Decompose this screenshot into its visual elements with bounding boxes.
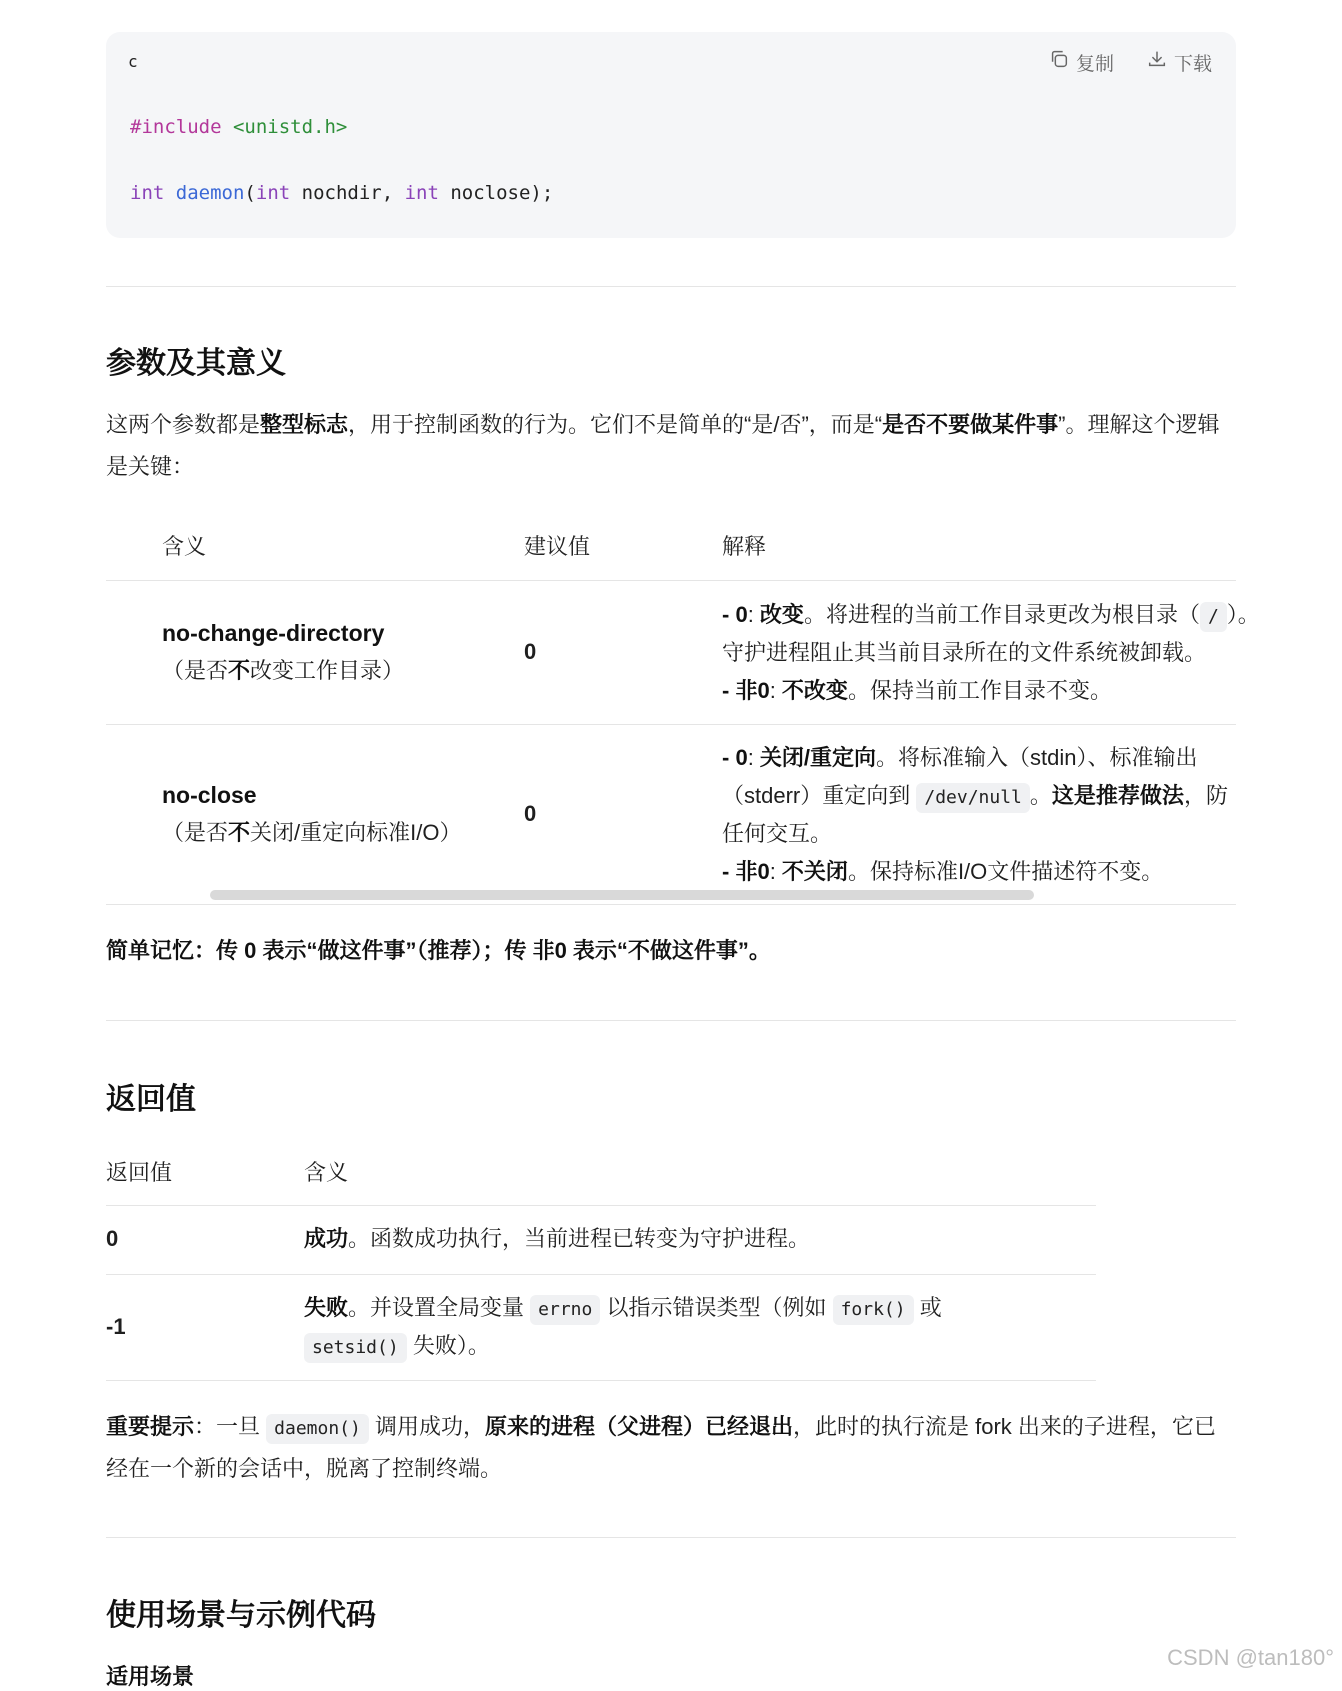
divider <box>106 286 1236 287</box>
sub-heading-usage: 适用场景 <box>106 1664 195 1689</box>
text: （是否 <box>162 658 229 683</box>
return-value: -1 <box>106 1314 126 1339</box>
bold-text: 不 <box>228 820 251 845</box>
code-arg: nochdir, <box>290 182 405 204</box>
param-explain-cell <box>722 596 1260 710</box>
bold-text: 原来的进程（父进程）已经退出 <box>484 1414 793 1439</box>
text: ，此时的执行流是 fork 出来的子进程，它已经在一个新的会话中，脱离了控制终端。 <box>106 1414 1216 1481</box>
bold-text: 不 <box>228 658 251 683</box>
code-line-prototype <box>130 182 553 204</box>
divider <box>106 1020 1236 1021</box>
code-type: int <box>255 182 291 204</box>
text: 。将标准输入（stdin）、标准输出 <box>876 745 1198 770</box>
bold-text: 失败 <box>304 1295 349 1320</box>
params-memo <box>106 930 1236 972</box>
divider <box>106 1537 1236 1538</box>
explain-line: 守护进程阻止其当前目录所在的文件系统被卸载。 <box>722 640 1207 665</box>
inline-code: /dev/null <box>916 783 1030 813</box>
bold-text: - 非0 <box>722 859 770 884</box>
return-value: 0 <box>106 1226 119 1251</box>
code-type: int <box>404 182 439 204</box>
text: : <box>769 859 782 884</box>
explain-line <box>722 739 1228 777</box>
text: 关闭/重定向标准I/O） <box>250 820 462 845</box>
explain-line <box>722 596 1260 634</box>
param-name-cell <box>162 776 461 852</box>
bold-text: 不关闭 <box>781 859 848 884</box>
text: 或 <box>913 1295 942 1320</box>
text: 。 <box>1029 783 1052 808</box>
param-explain-cell <box>722 739 1228 891</box>
text: （stderr）重定向到 <box>722 783 917 808</box>
params-table[interactable] <box>106 500 1260 906</box>
code-actions <box>1048 48 1212 76</box>
table-row-divider <box>106 1380 1096 1381</box>
bold-text: 重要提示 <box>106 1414 195 1439</box>
bold-text: 关闭/重定向 <box>759 745 877 770</box>
copy-icon <box>1048 48 1070 76</box>
code-arg: noclose); <box>438 182 554 204</box>
inline-code: fork() <box>833 1295 914 1325</box>
param-value: 0 <box>524 639 537 664</box>
explain-line <box>722 777 1228 815</box>
text: 改变工作目录） <box>250 658 405 683</box>
bold-text: 简单记忆：传 0 表示“做这件事”（推荐）；传 非0 表示“不做这件事”。 <box>106 938 771 963</box>
table-row-divider <box>106 904 1236 905</box>
text: 。将进程的当前工作目录更改为根目录（ <box>803 602 1200 627</box>
bold-text: 改变 <box>759 602 804 627</box>
code-block <box>106 32 1236 238</box>
text: 失败）。 <box>406 1333 490 1358</box>
section-heading-usage: 使用场景与示例代码 <box>106 1599 376 1632</box>
download-label: 下载 <box>1173 53 1212 75</box>
table-horizontal-scrollbar[interactable] <box>210 890 1034 900</box>
table-row-divider <box>106 580 1236 581</box>
params-intro <box>106 404 1236 488</box>
bold-text: 成功 <box>304 1226 349 1251</box>
table-row-divider <box>106 1205 1096 1206</box>
copy-label: 复制 <box>1075 53 1114 75</box>
inline-code: errno <box>530 1295 600 1325</box>
section-heading-params: 参数及其意义 <box>106 347 286 380</box>
text: 。保持当前工作目录不变。 <box>847 678 1112 703</box>
table-header-value: 建议值 <box>524 534 591 559</box>
table-header-return: 返回值 <box>106 1160 173 1185</box>
text: : <box>747 602 760 627</box>
code-language-label: c <box>128 52 138 71</box>
meaning-line <box>304 1289 942 1327</box>
bold-text: 是否不要做某件事 <box>882 412 1059 437</box>
text: 。函数成功执行，当前进程已转变为守护进程。 <box>348 1226 811 1251</box>
text: ”。理解这个逻辑是关键： <box>106 412 1220 479</box>
code-line-include <box>130 116 347 138</box>
text: ）。 <box>1226 602 1260 627</box>
important-note <box>106 1406 1236 1490</box>
meaning-line <box>304 1327 942 1365</box>
inline-code: / <box>1200 602 1227 632</box>
code-paren: ( <box>244 182 256 204</box>
download-button[interactable] <box>1146 48 1212 76</box>
code-header: <unistd.h> <box>232 116 348 138</box>
text: 以指示错误类型（例如 <box>600 1295 833 1320</box>
text: 。保持标准I/O文件描述符不变。 <box>847 859 1164 884</box>
bold-text: - 0 <box>722 745 748 770</box>
inline-code: daemon() <box>266 1414 369 1444</box>
bold-text: 这是推荐做法 <box>1051 783 1184 808</box>
explain-line <box>722 853 1228 891</box>
text: （是否 <box>162 820 229 845</box>
return-meaning <box>304 1220 810 1258</box>
code-directive: #include <box>130 116 222 138</box>
text: 调用成功， <box>368 1414 485 1439</box>
code-type: int <box>130 182 165 204</box>
table-header-meaning: 含义 <box>304 1160 349 1185</box>
param-value: 0 <box>524 801 537 826</box>
table-row-divider <box>106 1274 1096 1275</box>
inline-code: setsid() <box>304 1333 407 1363</box>
text: : <box>747 745 760 770</box>
explain-line <box>722 672 1260 710</box>
param-desc <box>162 652 404 690</box>
param-desc <box>162 814 461 852</box>
param-name-cell <box>162 614 404 690</box>
download-icon <box>1146 48 1168 76</box>
param-name: no-close <box>162 782 257 808</box>
text: 。并设置全局变量 <box>348 1295 531 1320</box>
text: ，用于控制函数的行为。它们不是简单的“是/否”，而是“ <box>348 412 883 437</box>
table-header-explain: 解释 <box>722 534 767 559</box>
table-row-divider <box>106 724 1236 725</box>
explain-line: 任何交互。 <box>722 821 833 846</box>
text: : <box>769 678 782 703</box>
bold-text: - 0 <box>722 602 748 627</box>
text: ，防 <box>1183 783 1228 808</box>
return-meaning <box>304 1289 942 1365</box>
section-heading-return: 返回值 <box>106 1083 196 1116</box>
bold-text: - 非0 <box>722 678 770 703</box>
bold-text: 整型标志 <box>260 412 349 437</box>
table-header-meaning: 含义 <box>162 534 207 559</box>
copy-button[interactable] <box>1048 48 1114 76</box>
param-name: no-change-directory <box>162 620 385 646</box>
code-function: daemon <box>175 182 245 204</box>
text: 这两个参数都是 <box>106 412 261 437</box>
bold-text: 不改变 <box>781 678 848 703</box>
text: ：一旦 <box>194 1414 267 1439</box>
watermark: CSDN @tan180° <box>1167 1645 1334 1670</box>
